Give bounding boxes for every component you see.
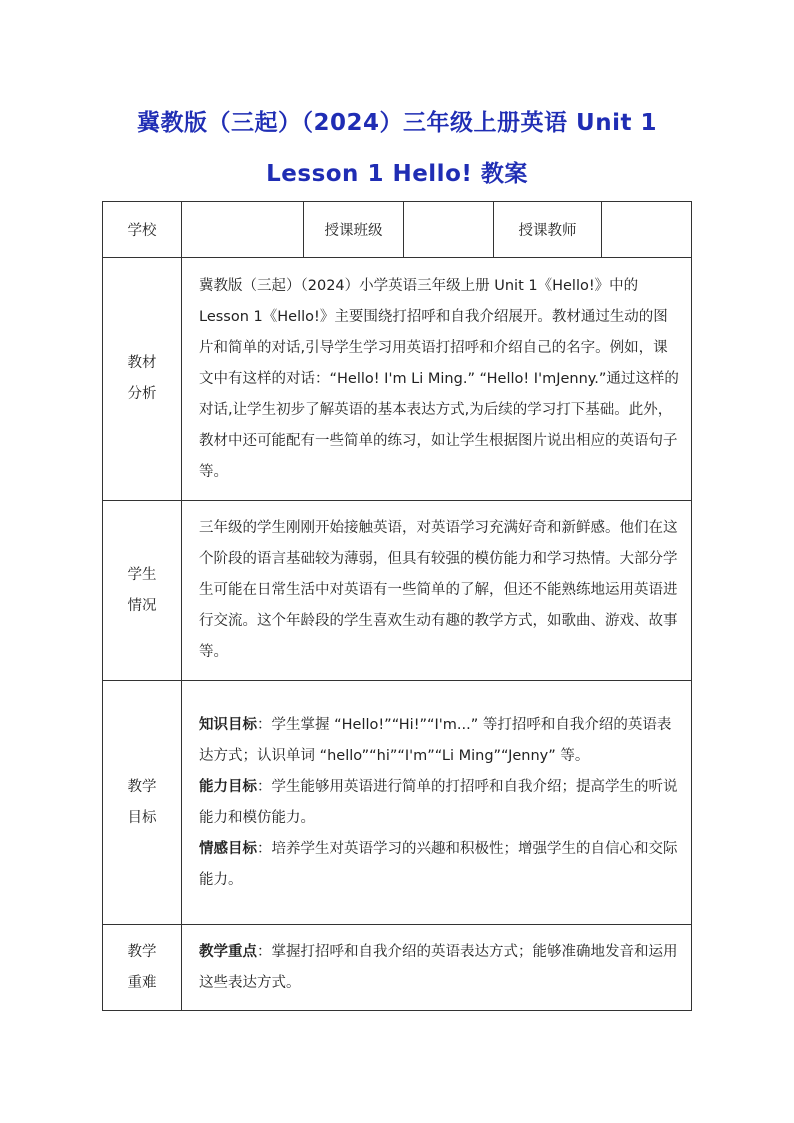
key-points-label: 教学 重难 [103,925,182,1011]
teacher-label: 授课教师 [494,202,602,258]
knowledge-goal [199,710,679,772]
school-value [182,202,304,258]
student-situation-row [103,501,692,681]
lesson-plan-table [102,201,692,1011]
teacher-value [602,202,692,258]
class-value [404,202,494,258]
knowledge-goal-key: 知识目标 [199,716,257,733]
key-points-row [103,925,692,1011]
key-point [199,937,679,999]
emotion-goal [199,834,679,896]
emotion-goal-key: 情感目标 [199,840,257,857]
teaching-goals-content [182,681,692,925]
class-label: 授课班级 [304,202,404,258]
key-point-key: 教学重点 [199,943,257,960]
key-point-text: ：掌握打招呼和自我介绍的英语表达方式；能够准确地发音和运用这些表达方式。 [199,943,678,991]
student-situation-label: 学生 情况 [103,501,182,681]
key-points-content [182,925,692,1011]
teaching-goals-label: 教学 目标 [103,681,182,925]
ability-goal-text: ：学生能够用英语进行简单的打招呼和自我介绍；提高学生的听说能力和模仿能力。 [199,778,678,826]
knowledge-goal-text: ：学生掌握 “Hello!”“Hi!”“I'm...” 等打招呼和自我介绍的英语表达方式；认识单词 “hello”“hi”“I'm”“Li Ming”“Jenny” 等。 [199,716,672,764]
material-analysis-text: 冀教版（三起）（2024）小学英语三年级上册 Unit 1《Hello!》中的 Lesson 1《Hello!》主要围绕打招呼和自我介绍展开。教材通过生动的图片和简单的对话,引导学生学习用英语打招呼和介绍自己的名字。例如，课文中有这样的对话：“Hello! I'm Li Ming.” “Hello! I'mJenny.”通过这样的对话,让学生初步了解英语的基本表达方式,为后续的学习打下基础。此外，教材中还可能配有一些简单的练习，如让学生根据图片说出相应的英语句子等。 [182,258,692,501]
emotion-goal-text: ：培养学生对英语学习的兴趣和积极性；增强学生的自信心和交际能力。 [199,840,678,888]
header-row [103,202,692,258]
document-title-line1: 冀教版（三起）（2024）三年级上册英语 Unit 1 [137,110,657,136]
document-title-line2: Lesson 1 Hello! 教案 [266,161,528,187]
ability-goal-key: 能力目标 [199,778,257,795]
student-situation-text: 三年级的学生刚刚开始接触英语，对英语学习充满好奇和新鲜感。他们在这个阶段的语言基础较为薄弱，但具有较强的模仿能力和学习热情。大部分学生可能在日常生活中对英语有一些简单的了解，但还不能熟练地运用英语进行交流。这个年龄段的学生喜欢生动有趣的教学方式，如歌曲、游戏、故事等。 [182,501,692,681]
school-label: 学校 [103,202,182,258]
material-analysis-row [103,258,692,501]
ability-goal [199,772,679,834]
teaching-goals-row [103,681,692,925]
material-analysis-label: 教材 分析 [103,258,182,501]
